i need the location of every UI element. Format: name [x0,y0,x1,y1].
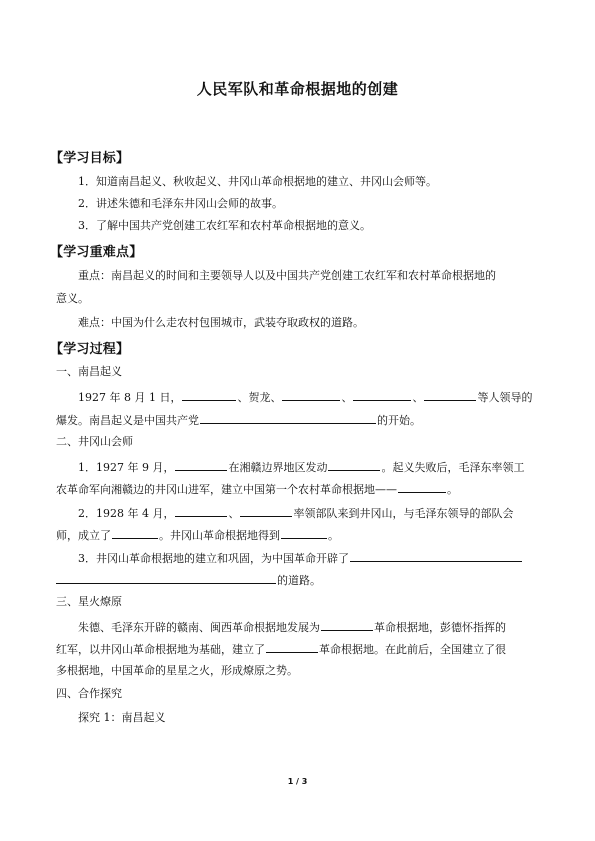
goal-item-1: 1．知道南昌起义、秋收起义、井冈山革命根据地的建立、井冈山会师等。 [78,175,437,188]
text-segment: 、贺龙、 [237,391,282,404]
text-segment: 2．1928 年 4 月， [78,507,175,520]
text-segment: 农革命军向湘赣边的井冈山进军，建立中国第一个农村革命根据地—— [56,483,397,496]
text-segment: 3．井冈山革命根据地的建立和巩固，为中国革命开辟了 [78,552,349,565]
heading-goals: 【学习目标】 [50,151,130,166]
fill-blank[interactable] [328,459,380,471]
keypoint-difficulty: 难点：中国为什么走农村包围城市，武装夺取政权的道路。 [78,316,364,329]
section-1-line-1 [78,389,532,405]
text-segment: 。井冈山革命根据地得到 [159,529,280,542]
goal-item-3: 3．了解中国共产党创建工农红军和农村革命根据地的意义。 [78,219,371,232]
text-segment: 、 [341,391,353,404]
section-3-title: 三、星火燎原 [56,595,122,608]
text-segment: 朱德、毛泽东开辟的赣南、闽西革命根据地发展为 [78,621,320,634]
fill-blank[interactable] [175,505,227,517]
fill-blank[interactable] [424,389,476,401]
section-1-title: 一、南昌起义 [56,365,122,378]
text-segment: 在湘赣边界地区发动 [228,461,328,474]
fill-blank[interactable] [398,481,446,493]
text-segment: 、 [412,391,424,404]
fill-blank[interactable] [350,550,522,562]
fill-blank[interactable] [175,459,227,471]
text-segment: 、 [228,507,240,520]
text-segment: 1927 年 8 月 1 日， [78,391,182,404]
text-segment: 爆发。南昌起义是中国共产党 [56,414,199,427]
page-title: 人民军队和革命根据地的创建 [196,80,399,98]
text-segment: 的道路。 [277,574,321,587]
section-2-p1-line-1 [78,459,524,475]
section-2-title: 二、井冈山会师 [56,435,133,448]
section-2-p2-line-2 [56,527,339,543]
fill-blank[interactable] [282,389,340,401]
page-number: 1 / 3 [287,777,308,786]
fill-blank[interactable] [56,572,276,584]
text-segment: 师，成立了 [56,529,111,542]
keypoint-focus-line2: 意义。 [56,292,89,305]
fill-blank[interactable] [182,389,236,401]
text-segment: 1．1927 年 9 月， [78,461,175,474]
heading-process: 【学习过程】 [50,342,130,357]
fill-blank[interactable] [112,527,158,539]
section-4-item-1: 探究 1：南昌起义 [78,711,166,724]
text-segment: 红军，以井冈山革命根据地为基础，建立了 [56,643,265,656]
section-3-line-3: 多根据地，中国革命的星星之火，形成燎原之势。 [56,664,298,677]
section-2-p2-line-1 [78,505,513,521]
goal-item-2: 2．讲述朱德和毛泽东井冈山会师的故事。 [78,197,283,210]
text-segment: 革命根据地。在此前后，全国建立了很 [319,643,506,656]
heading-keypoints: 【学习重难点】 [50,245,143,260]
keypoint-focus-line1: 重点：南昌起义的时间和主要领导人以及中国共产党创建工农红军和农村革命根据地的 [78,269,496,282]
section-1-line-2 [56,412,421,428]
text-segment: 的开始。 [377,414,421,427]
fill-blank[interactable] [321,619,373,631]
section-3-line-2 [56,641,506,657]
section-4-title: 四、合作探究 [56,687,122,700]
text-segment: 革命根据地，彭德怀指挥的 [374,621,506,634]
fill-blank[interactable] [200,412,376,424]
text-segment: 率领部队来到井冈山，与毛泽东领导的部队会 [293,507,514,520]
section-2-p3-line-2 [56,572,321,588]
text-segment: 等人领导的 [477,391,533,404]
text-segment: 。 [447,483,458,496]
text-segment: 。 [328,529,339,542]
fill-blank[interactable] [281,527,327,539]
fill-blank[interactable] [266,641,318,653]
fill-blank[interactable] [353,389,411,401]
section-2-p1-line-2 [56,481,458,497]
section-2-p3-line-1 [78,550,523,566]
section-3-line-1 [78,619,506,635]
text-segment: 。起义失败后，毛泽东率领工 [381,461,525,474]
fill-blank[interactable] [240,505,292,517]
